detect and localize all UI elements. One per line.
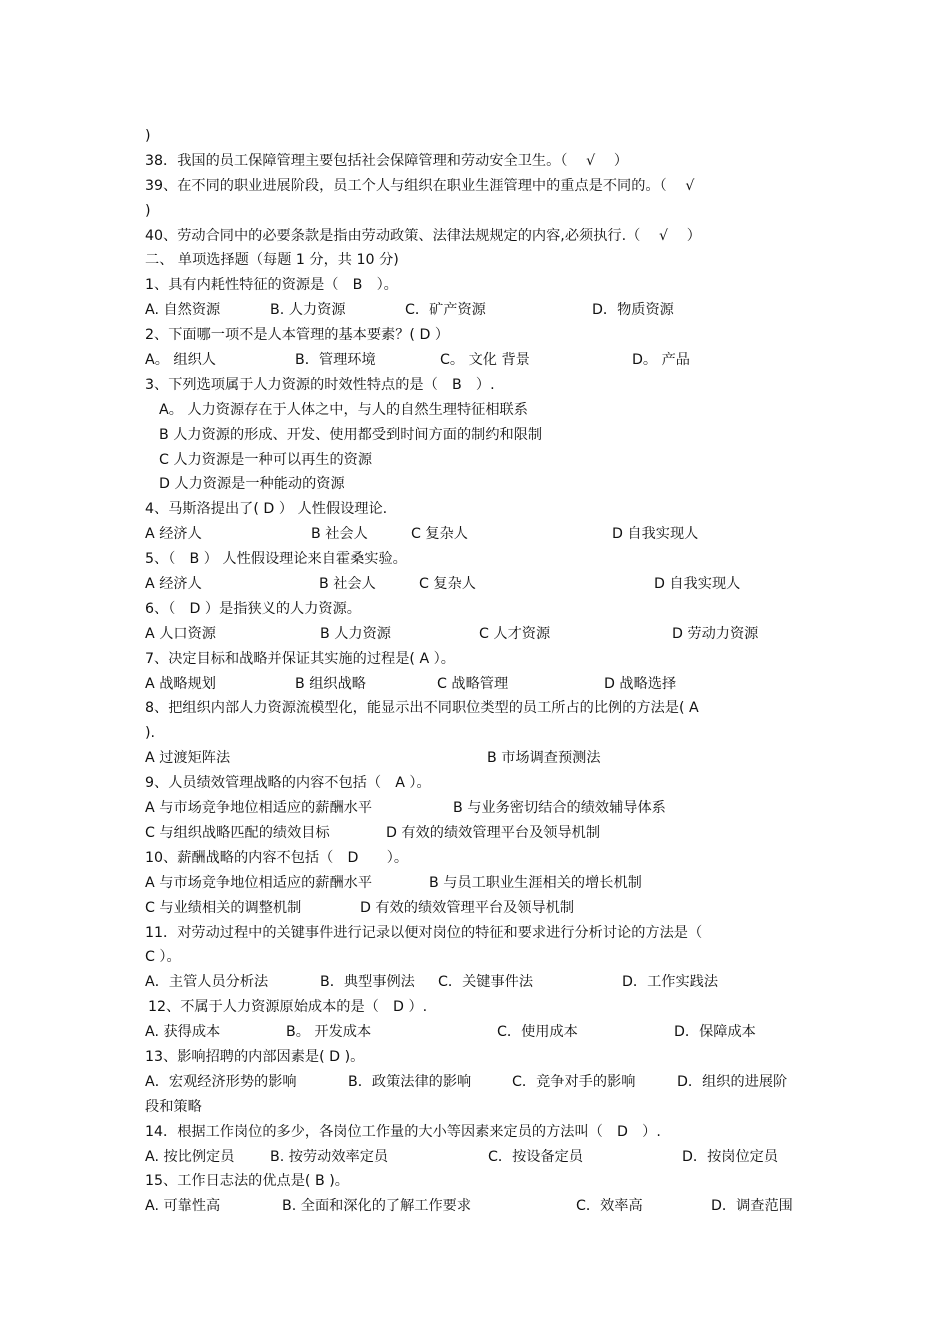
text-line: [145, 522, 813, 547]
line-text: B 人力资源的形成、开发、使用都受到时间方面的制约和限制: [159, 426, 543, 443]
option-text: C 与业绩相关的调整机制: [145, 899, 302, 916]
option-text: C 人才资源: [479, 625, 551, 642]
option-text: D．物质资源: [592, 302, 674, 319]
text-line: [145, 647, 813, 672]
option-text: A. 可靠性高: [145, 1198, 221, 1215]
text-line: [145, 472, 813, 497]
text-line: [145, 1095, 813, 1120]
option-text: A. 自然资源: [145, 302, 221, 319]
option-text: C 与组织战略匹配的绩效目标: [145, 824, 330, 841]
text-line: [145, 248, 813, 273]
line-text: ): [145, 128, 151, 144]
text-line: [145, 721, 813, 746]
option-text: A. 获得成本: [145, 1024, 221, 1041]
option-text: A 战略规划: [145, 675, 216, 692]
line-text: 39、在不同的职业进展阶段，员工个人与组织在职业生涯管理中的重点是不同的。（ √: [145, 177, 695, 194]
option-text: C．关键事件法: [438, 974, 534, 991]
text-line: [145, 970, 813, 995]
line-text: 二、 单项选择题（每题 1 分，共 10 分): [145, 252, 399, 269]
option-text: D。 产品: [632, 352, 690, 369]
line-text: ): [145, 202, 151, 219]
line-text: A。 人力资源存在于人体之中，与人的自然生理特征相联系: [159, 401, 528, 418]
text-line: [145, 1169, 813, 1194]
option-text: D 战略选择: [604, 675, 677, 692]
text-line: [145, 796, 813, 821]
option-text: A. 按比例定员: [145, 1148, 235, 1165]
line-text: 38．我国的员工保障管理主要包括社会保障管理和劳动安全卫生。（ √ ）: [145, 152, 629, 169]
option-text: C．矿产资源: [405, 302, 486, 319]
text-line: [145, 1070, 813, 1095]
option-text: B 社会人: [319, 576, 376, 593]
text-line: [145, 995, 813, 1020]
text-line: [145, 746, 813, 771]
text-line: [145, 1045, 813, 1070]
text-line: [145, 124, 813, 149]
text-line: [145, 398, 813, 423]
text-line: [145, 174, 813, 199]
option-text: D．按岗位定员: [682, 1148, 779, 1165]
option-text: A 过渡矩阵法: [145, 750, 231, 767]
line-text: 段和策略: [145, 1098, 202, 1115]
option-text: B 组织战略: [295, 675, 366, 692]
line-text: D 人力资源是一种能动的资源: [159, 476, 345, 493]
text-line: [145, 199, 813, 224]
option-text: B 与员工职业生涯相关的增长机制: [429, 874, 642, 891]
option-text: D．保障成本: [674, 1024, 756, 1041]
text-line: [145, 448, 813, 473]
text-line: [145, 821, 813, 846]
option-text: A 经济人: [145, 526, 202, 543]
option-text: A．宏观经济形势的影响: [145, 1073, 297, 1090]
line-text: ).: [145, 725, 156, 742]
text-line: [145, 547, 813, 572]
line-text: 9、人员绩效管理战略的内容不包括（ A ）。: [145, 775, 431, 792]
text-line: [145, 771, 813, 796]
line-text: 2、下面哪一项不是人本管理的基本要素？( D ）: [145, 327, 450, 344]
line-text: 7、决定目标和战略并保证其实施的过程是( A ）。: [145, 650, 455, 667]
option-text: C。 文化 背景: [440, 352, 530, 369]
option-text: C 战略管理: [437, 675, 509, 692]
option-text: B 与业务密切结合的绩效辅导体系: [453, 800, 666, 817]
text-line: [145, 921, 813, 946]
text-line: [145, 672, 813, 697]
line-text: 5、（ B ） 人性假设理论来自霍桑实验。: [145, 551, 407, 568]
text-line: [145, 597, 813, 622]
line-text: C 人力资源是一种可以再生的资源: [159, 451, 373, 468]
line-text: C ）。: [145, 949, 181, 966]
option-text: D．工作实践法: [622, 974, 719, 991]
option-text: A 人口资源: [145, 625, 216, 642]
document-body: [145, 124, 813, 1219]
option-text: B. 全面和深化的了解工作要求: [282, 1198, 472, 1215]
option-text: C．竞争对手的影响: [512, 1073, 636, 1090]
line-text: 15、工作日志法的优点是( B )。: [145, 1173, 349, 1190]
option-text: D 自我实现人: [654, 576, 741, 593]
text-line: [145, 323, 813, 348]
text-line: [145, 1120, 813, 1145]
line-text: 11．对劳动过程中的关键事件进行记录以便对岗位的特征和要求进行分析讨论的方法是（: [145, 924, 703, 941]
text-line: [145, 497, 813, 522]
line-text: 1、具有内耗性特征的资源是（ B ）。: [145, 277, 398, 294]
option-text: D 劳动力资源: [672, 625, 759, 642]
option-text: D 自我实现人: [612, 526, 699, 543]
option-text: D．组织的进展阶: [677, 1073, 788, 1090]
option-text: B。 开发成本: [286, 1024, 372, 1041]
option-text: C 复杂人: [419, 576, 476, 593]
option-text: D 有效的绩效管理平台及领导机制: [360, 899, 575, 916]
option-text: B. 按劳动效率定员: [270, 1148, 389, 1165]
option-text: C 复杂人: [411, 526, 468, 543]
option-text: B．政策法律的影响: [348, 1073, 472, 1090]
text-line: [145, 423, 813, 448]
line-text: 14．根据工作岗位的多少，各岗位工作量的大小等因素来定员的方法叫（ D ）.: [145, 1123, 661, 1140]
text-line: [145, 572, 813, 597]
text-line: [145, 348, 813, 373]
text-line: [145, 1020, 813, 1045]
option-text: B．典型事例法: [320, 974, 415, 991]
option-text: C．按设备定员: [488, 1148, 584, 1165]
option-text: C．使用成本: [497, 1024, 578, 1041]
line-text: 6、（ D ）是指狭义的人力资源。: [145, 600, 361, 617]
option-text: A 经济人: [145, 576, 202, 593]
line-text: 13、影响招聘的内部因素是( D )。: [145, 1048, 365, 1065]
option-text: B 市场调查预测法: [487, 750, 601, 767]
option-text: B. 人力资源: [270, 302, 346, 319]
line-text: 8、把组织内部人力资源流模型化，能显示出不同职位类型的员工所占的比例的方法是( A: [145, 700, 699, 717]
text-line: [145, 622, 813, 647]
option-text: A 与市场竞争地位相适应的薪酬水平: [145, 800, 373, 817]
line-text: 4、马斯洛提出了( D ） 人性假设理论.: [145, 501, 388, 518]
text-line: [145, 896, 813, 921]
text-line: [145, 846, 813, 871]
line-text: 12、不属于人力资源原始成本的是（ D ）.: [148, 999, 428, 1016]
line-text: 3、下列选项属于人力资源的时效性特点的是（ B ）.: [145, 376, 495, 393]
option-text: C．效率高: [576, 1198, 643, 1215]
line-text: 10、薪酬战略的内容不包括（ D ）。: [145, 849, 409, 866]
text-line: [145, 945, 813, 970]
text-line: [145, 298, 813, 323]
text-line: [145, 1145, 813, 1170]
text-line: [145, 224, 813, 249]
option-text: A．主管人员分析法: [145, 974, 269, 991]
option-text: B 人力资源: [320, 625, 391, 642]
text-line: [145, 696, 813, 721]
option-text: B．管理环境: [295, 352, 376, 369]
text-line: [145, 1194, 813, 1219]
option-text: D．调查范围: [711, 1198, 793, 1215]
option-text: A 与市场竞争地位相适应的薪酬水平: [145, 874, 373, 891]
line-text: 40、劳动合同中的必要条款是指由劳动政策、法律法规规定的内容,必须执行.（ √ ）: [145, 227, 701, 244]
option-text: B 社会人: [311, 526, 368, 543]
text-line: [145, 871, 813, 896]
option-text: D 有效的绩效管理平台及领导机制: [386, 824, 601, 841]
text-line: [145, 373, 813, 398]
option-text: A。 组织人: [145, 352, 216, 369]
text-line: [145, 273, 813, 298]
text-line: [145, 149, 813, 174]
